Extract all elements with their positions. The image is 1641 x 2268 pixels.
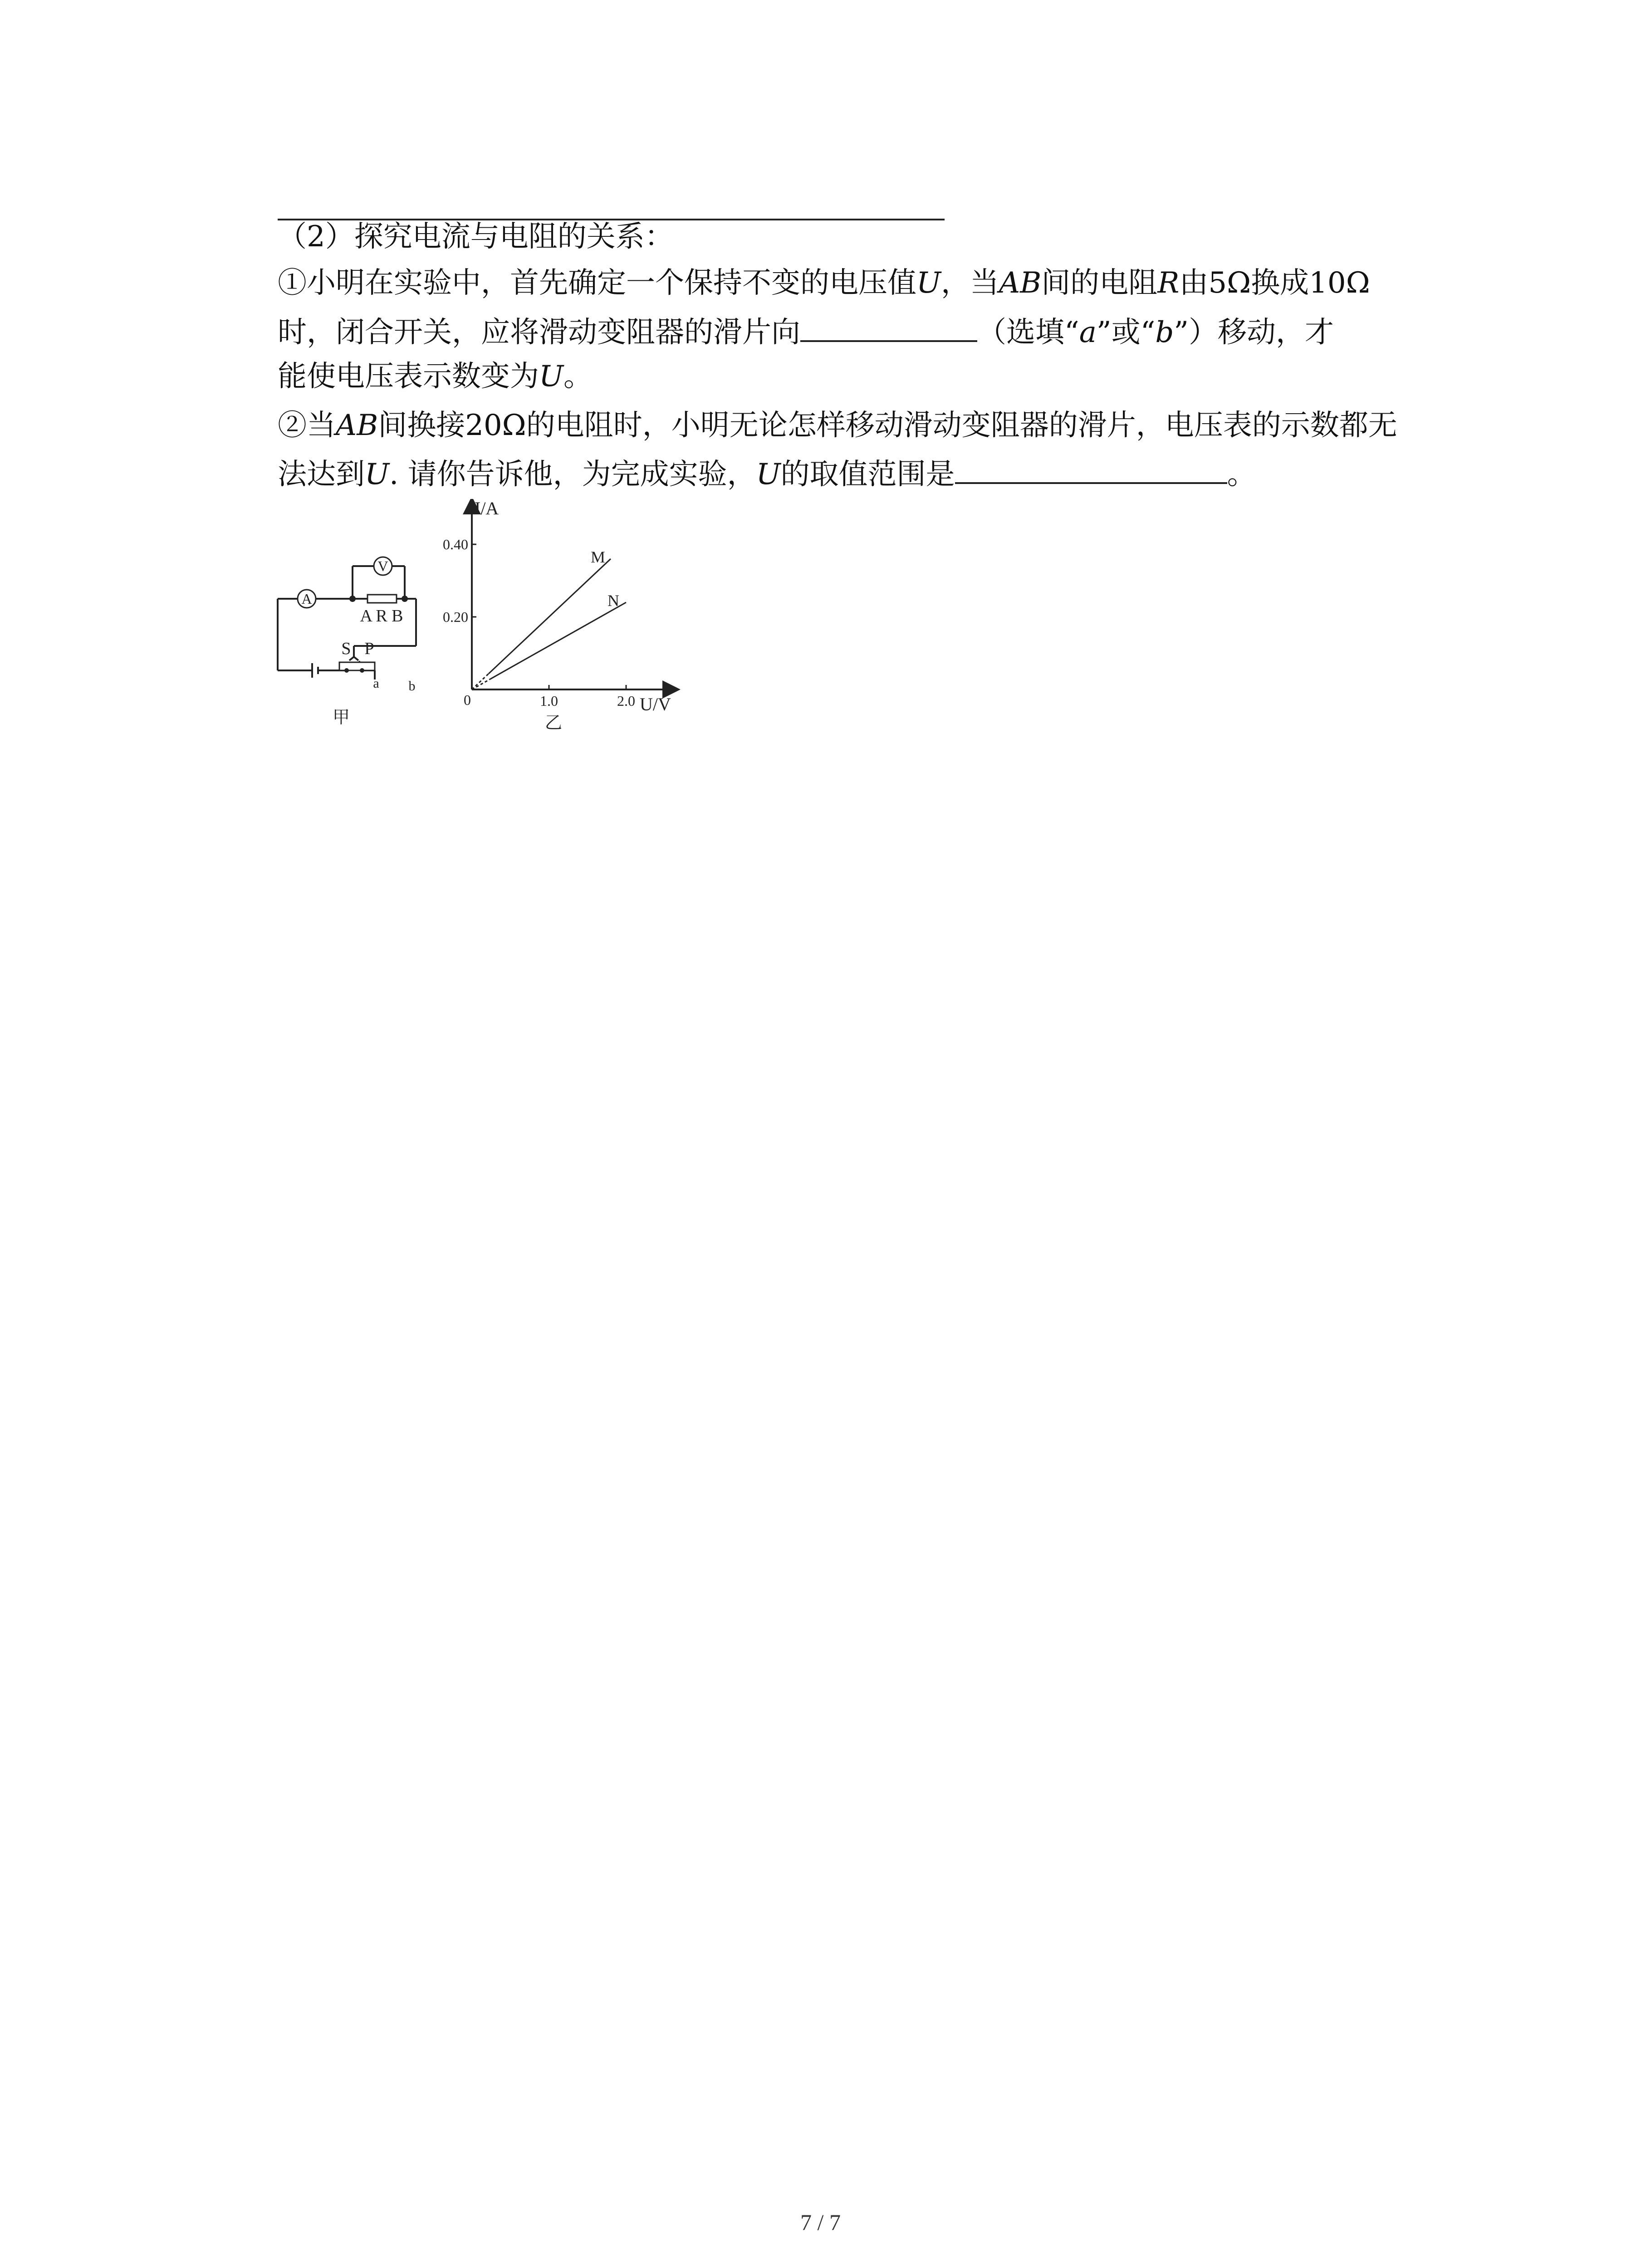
y-tick-label: 0.40 [443, 536, 468, 552]
circuit-caption: 甲 [332, 707, 350, 727]
graph-caption: 乙 [544, 713, 563, 733]
question-line-4: 能使电压表示数变为U。 [278, 360, 593, 393]
iu-graph [436, 499, 690, 744]
answer-blank-direction[interactable] [800, 313, 977, 342]
voltmeter-label: V [377, 558, 388, 574]
question-line-2: ①小明在实验中，首先确定一个保持不变的电压值U，当AB间的电阻R由5Ω换成10Ω [278, 266, 1370, 300]
rheostat-end-b: b [408, 679, 416, 694]
question-line-1: （2）探究电流与电阻的关系： [278, 220, 674, 254]
ammeter-label: A [301, 591, 312, 607]
page-number: 7 / 7 [800, 2209, 841, 2235]
question-line-5: ②当AB间换接20Ω的电阻时，小明无论怎样移动滑动变阻器的滑片，电压表的示数都无 [278, 409, 1397, 442]
question-line-3: 时，闭合开关，应将滑动变阻器的滑片向 （选填“a”或“b”）移动，才 [278, 313, 1334, 351]
resistor-r [367, 595, 397, 603]
switch-label: S [341, 639, 351, 658]
origin-label: 0 [464, 692, 471, 708]
series-M-label: M [590, 548, 606, 566]
rheostat-end-a: a [373, 676, 379, 691]
resistor-label: A R B [360, 606, 403, 626]
slider-label: P [364, 639, 374, 658]
x-tick-label: 1.0 [540, 693, 558, 709]
x-tick-label: 2.0 [617, 693, 635, 709]
y-tick-label: 0.20 [443, 609, 468, 625]
question-line-6: 法达到U. 请你告诉他，为完成实验，U的取值范围是 。 [278, 455, 1256, 493]
series-N-dashed-start [472, 679, 490, 689]
series-N-line [490, 602, 626, 679]
series-N-label: N [607, 591, 619, 610]
answer-blank-range[interactable] [955, 455, 1227, 484]
x-axis-label: U/V [640, 694, 671, 714]
circuit-diagram [272, 535, 426, 735]
series-M-line [489, 559, 611, 674]
y-axis-label: I/A [475, 499, 499, 518]
rheostat [339, 662, 375, 670]
